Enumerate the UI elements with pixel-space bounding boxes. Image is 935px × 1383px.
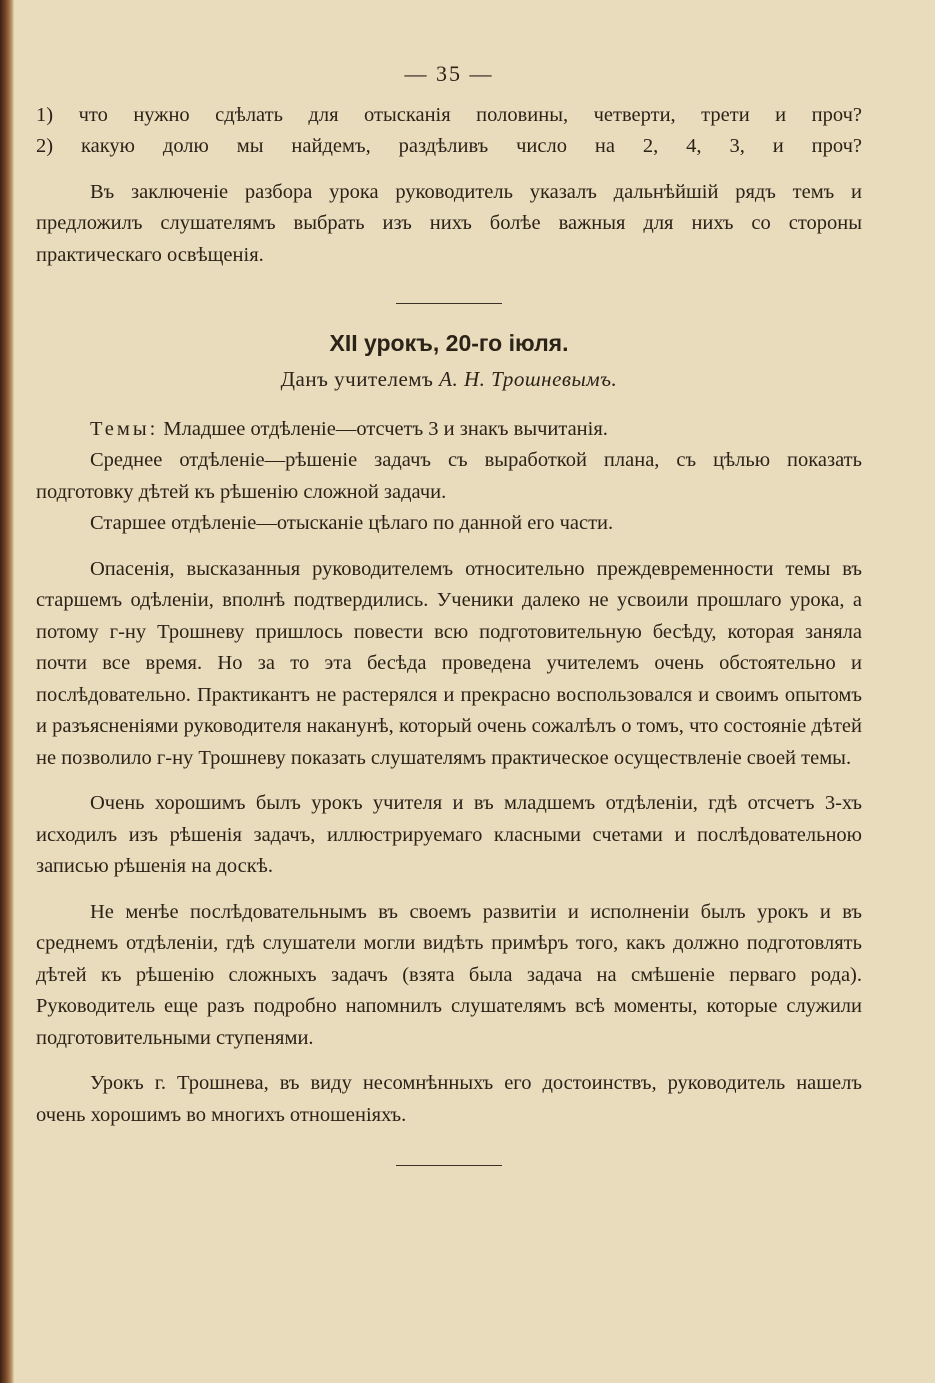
intro-paragraph: Въ заключеніе разбора урока руководитель указалъ дальнѣйшій рядъ темъ и предложилъ слушателямъ выбрать изъ нихъ болѣе важныя для нихъ со стороны практическаго освѣщенія. xyxy=(36,180,862,266)
book-spine-shadow xyxy=(0,0,14,1383)
themes-junior-text: Младшее отдѣленіе—отсчетъ 3 и знакъ вычитанія. xyxy=(163,417,608,440)
lesson-title: XII урокъ, 20-го іюля. xyxy=(329,330,569,356)
themes-senior: Старшее отдѣленіе—отысканіе цѣлаго по данной его части. xyxy=(90,512,614,534)
page-number: — 35 — xyxy=(404,61,494,86)
section-divider xyxy=(396,303,502,304)
byline-teacher: А. Н. Трошневымъ. xyxy=(439,367,618,391)
book-page xyxy=(36,58,862,1166)
end-divider xyxy=(396,1165,502,1166)
list-item-1: 1) что нужно сдѣлать для отысканія половины, четверти, трети и проч? xyxy=(36,103,862,126)
lesson-byline xyxy=(36,364,862,396)
body-paragraph-4: Урокъ г. Трошнева, въ виду несомнѣнныхъ его достоинствъ, руководитель нашелъ очень хорошимъ во многихъ отношеніяхъ. xyxy=(36,1072,862,1126)
themes-label: Темы: xyxy=(90,417,159,440)
byline-prefix: Данъ учителемъ xyxy=(280,367,434,391)
body-paragraph-1: Опасенія, высказанныя руководителемъ относительно преждевременности темы въ старшемъ одѣленіи, вполнѣ подтвердились. Ученики далеко не усвоили прошлаго урока, а потому г-ну Трошневу пришлось повести всю подготовительную бесѣду, которая заняла почти все время. Но за то эта бесѣда проведена учителемъ очень обстоятельно и послѣдовательно. Практикантъ не растерялся и прекрасно воспользовался и своимъ опытомъ и разъясненіями руководителя наканунѣ, который очень сожалѣлъ о томъ, что состояніе дѣтей не позволило г-ну Трошневу показать слушателямъ практическое осуществленіе своей темы. xyxy=(36,557,862,769)
themes-junior xyxy=(36,414,862,446)
list-item-2: 2) какую долю мы найдемъ, раздѣливъ число на 2, 4, 3, и проч? xyxy=(36,135,862,157)
body-paragraph-2: Очень хорошимъ былъ урокъ учителя и въ младшемъ отдѣленіи, гдѣ отсчетъ 3-хъ исходилъ изъ рѣшенія задачъ, иллюстрируемаго класными счетами и послѣдовательною записью рѣшенія на доскѣ. xyxy=(36,792,862,877)
themes-middle: Среднее отдѣленіе—рѣшеніе задачъ съ выработкой плана, съ цѣлью показать подготовку дѣтей къ рѣшенію сложной задачи. xyxy=(36,449,862,503)
body-paragraph-3: Не менѣе послѣдовательнымъ въ своемъ развитіи и исполненіи былъ урокъ и въ среднемъ отдѣленіи, гдѣ слушатели могли видѣть примѣръ того, какъ должно подготовлять дѣтей къ рѣшенію сложныхъ задачъ (взята была задача на смѣшеніе перваго рода). Руководитель еще разъ подробно напомнилъ слушателямъ всѣ моменты, которые служили подготовительными ступенями. xyxy=(36,900,862,1049)
